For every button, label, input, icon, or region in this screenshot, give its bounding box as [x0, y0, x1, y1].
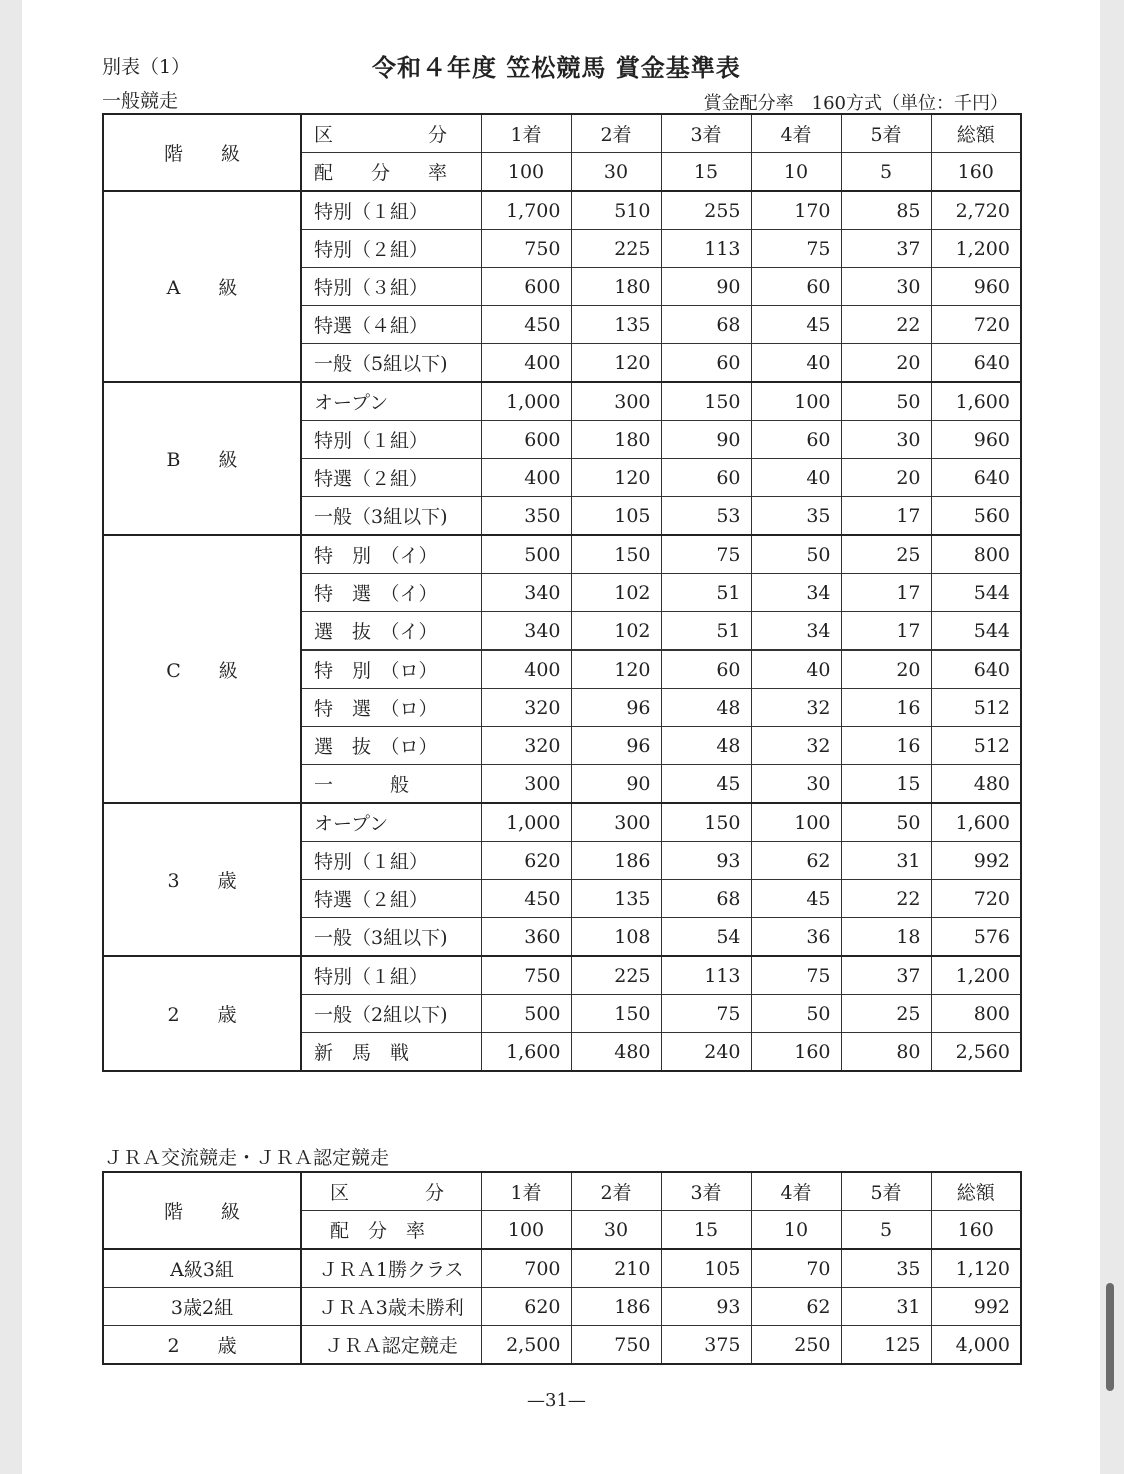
prize-total-cell: 1,200	[931, 230, 1021, 268]
prize-total-cell: 720	[931, 306, 1021, 344]
prize-cell: 180	[571, 268, 661, 306]
prize-total-cell: 1,600	[931, 382, 1021, 421]
prize-cell: 75	[751, 230, 841, 268]
section-title-jra: ＪＲＡ交流競走・ＪＲＡ認定競走	[104, 1147, 390, 1169]
prize-cell: 31	[841, 842, 931, 880]
table-row	[103, 191, 1021, 230]
prize-total-cell: 544	[931, 612, 1021, 651]
rate-cell: 10	[751, 1211, 841, 1250]
race-category: 一般（3組以下)	[301, 497, 481, 536]
table-header-row	[103, 114, 1021, 153]
header-total: 総額	[931, 114, 1021, 153]
race-category: 特 選 （ロ）	[301, 689, 481, 727]
prize-cell: 450	[481, 880, 571, 918]
prize-cell: 500	[481, 995, 571, 1033]
prize-cell: 50	[841, 803, 931, 842]
rate-cell: 5	[841, 153, 931, 192]
prize-cell: 68	[661, 880, 751, 918]
prize-cell: 60	[661, 344, 751, 383]
race-category: 特選（２組）	[301, 880, 481, 918]
prize-total-cell: 480	[931, 765, 1021, 804]
prize-cell: 500	[481, 535, 571, 574]
header-kubun: 区 分	[301, 1172, 481, 1211]
header-place-4: 4着	[751, 1172, 841, 1211]
prize-cell: 30	[841, 268, 931, 306]
race-category: 一般（2組以下)	[301, 995, 481, 1033]
prize-cell: 1,600	[481, 1033, 571, 1072]
group-label: 2 歳	[103, 956, 301, 1071]
prize-total-cell: 544	[931, 574, 1021, 612]
prize-cell: 48	[661, 727, 751, 765]
prize-cell: 600	[481, 421, 571, 459]
prize-cell: 150	[661, 803, 751, 842]
prize-table-jra	[102, 1171, 1022, 1365]
prize-cell: 60	[661, 650, 751, 689]
rate-cell: 10	[751, 153, 841, 192]
race-category: 選 抜 （ロ）	[301, 727, 481, 765]
prize-total-cell: 960	[931, 421, 1021, 459]
prize-cell: 125	[841, 1326, 931, 1365]
race-category: 特選（２組）	[301, 459, 481, 497]
table-row	[103, 382, 1021, 421]
prize-cell: 50	[751, 535, 841, 574]
prize-cell: 96	[571, 689, 661, 727]
prize-cell: 22	[841, 880, 931, 918]
header-kubun: 区 分	[301, 114, 481, 153]
table-row	[103, 803, 1021, 842]
prize-cell: 60	[751, 268, 841, 306]
prize-total-cell: 992	[931, 842, 1021, 880]
prize-cell: 36	[751, 918, 841, 957]
prize-cell: 102	[571, 574, 661, 612]
prize-cell: 85	[841, 191, 931, 230]
prize-cell: 225	[571, 230, 661, 268]
prize-cell: 53	[661, 497, 751, 536]
prize-cell: 300	[571, 382, 661, 421]
race-category: 特別（３組）	[301, 268, 481, 306]
prize-total-cell: 640	[931, 459, 1021, 497]
prize-cell: 50	[841, 382, 931, 421]
prize-cell: 25	[841, 995, 931, 1033]
section-title-general: 一般競走	[102, 90, 179, 112]
prize-cell: 20	[841, 650, 931, 689]
header-place-1: 1着	[481, 1172, 571, 1211]
prize-cell: 35	[751, 497, 841, 536]
prize-cell: 75	[751, 956, 841, 995]
header-place-5: 5着	[841, 1172, 931, 1211]
prize-cell: 30	[841, 421, 931, 459]
prize-cell: 18	[841, 918, 931, 957]
prize-cell: 700	[481, 1249, 571, 1288]
prize-total-cell: 512	[931, 727, 1021, 765]
prize-cell: 300	[571, 803, 661, 842]
prize-cell: 37	[841, 230, 931, 268]
prize-cell: 17	[841, 497, 931, 536]
prize-cell: 113	[661, 230, 751, 268]
table-row	[103, 956, 1021, 995]
race-category: 一般（3組以下)	[301, 918, 481, 957]
rate-note: 賞金配分率 160方式（単位：千円）	[703, 93, 1008, 114]
prize-total-cell: 576	[931, 918, 1021, 957]
header-haibun: 配 分 率	[301, 1211, 481, 1250]
prize-cell: 1,700	[481, 191, 571, 230]
prize-cell: 120	[571, 459, 661, 497]
prize-cell: 96	[571, 727, 661, 765]
rate-cell: 15	[661, 1211, 751, 1250]
rate-cell: 160	[931, 153, 1021, 192]
prize-total-cell: 640	[931, 650, 1021, 689]
prize-cell: 62	[751, 842, 841, 880]
prize-cell: 31	[841, 1288, 931, 1326]
prize-cell: 340	[481, 574, 571, 612]
prize-cell: 400	[481, 650, 571, 689]
prize-cell: 170	[751, 191, 841, 230]
prize-total-cell: 2,720	[931, 191, 1021, 230]
race-category: 特別（２組）	[301, 230, 481, 268]
table-row	[103, 1326, 1021, 1365]
prize-cell: 16	[841, 689, 931, 727]
prize-cell: 150	[571, 995, 661, 1033]
prize-total-cell: 560	[931, 497, 1021, 536]
prize-cell: 60	[751, 421, 841, 459]
prize-cell: 750	[481, 956, 571, 995]
group-label: A級3組	[103, 1249, 301, 1288]
rate-cell: 160	[931, 1211, 1021, 1250]
prize-cell: 750	[571, 1326, 661, 1365]
prize-cell: 93	[661, 842, 751, 880]
appendix-label: 別表（1）	[102, 56, 191, 78]
race-category: 特別（１組）	[301, 842, 481, 880]
prize-cell: 51	[661, 612, 751, 651]
header-place-5: 5着	[841, 114, 931, 153]
prize-total-cell: 1,120	[931, 1249, 1021, 1288]
prize-cell: 160	[751, 1033, 841, 1072]
prize-cell: 120	[571, 650, 661, 689]
prize-total-cell: 720	[931, 880, 1021, 918]
prize-table-general-body	[103, 114, 1021, 1071]
prize-cell: 60	[661, 459, 751, 497]
race-category: ＪＲＡ3歳未勝利	[301, 1288, 481, 1326]
prize-cell: 210	[571, 1249, 661, 1288]
prize-cell: 620	[481, 1288, 571, 1326]
prize-cell: 34	[751, 574, 841, 612]
prize-cell: 17	[841, 574, 931, 612]
prize-cell: 350	[481, 497, 571, 536]
header-place-4: 4着	[751, 114, 841, 153]
prize-cell: 360	[481, 918, 571, 957]
race-category: 特別（１組）	[301, 956, 481, 995]
prize-cell: 255	[661, 191, 751, 230]
prize-cell: 186	[571, 1288, 661, 1326]
prize-total-cell: 2,560	[931, 1033, 1021, 1072]
prize-cell: 90	[661, 268, 751, 306]
prize-cell: 240	[661, 1033, 751, 1072]
prize-cell: 108	[571, 918, 661, 957]
prize-cell: 105	[571, 497, 661, 536]
race-category: 選 抜 （イ）	[301, 612, 481, 651]
prize-cell: 135	[571, 880, 661, 918]
prize-cell: 22	[841, 306, 931, 344]
prize-cell: 48	[661, 689, 751, 727]
prize-cell: 40	[751, 344, 841, 383]
header-haibun: 配 分 率	[301, 153, 481, 192]
prize-cell: 37	[841, 956, 931, 995]
prize-cell: 16	[841, 727, 931, 765]
prize-cell: 62	[751, 1288, 841, 1326]
prize-cell: 35	[841, 1249, 931, 1288]
prize-cell: 450	[481, 306, 571, 344]
prize-cell: 620	[481, 842, 571, 880]
prize-cell: 375	[661, 1326, 751, 1365]
race-category: ＪＲＡ認定競走	[301, 1326, 481, 1365]
rate-cell: 100	[481, 1211, 571, 1250]
header-place-2: 2着	[571, 114, 661, 153]
prize-total-cell: 960	[931, 268, 1021, 306]
prize-table-jra-body	[103, 1172, 1021, 1364]
group-label: A 級	[103, 191, 301, 382]
prize-total-cell: 1,200	[931, 956, 1021, 995]
prize-cell: 250	[751, 1326, 841, 1365]
race-category: オープン	[301, 382, 481, 421]
prize-cell: 25	[841, 535, 931, 574]
prize-total-cell: 1,600	[931, 803, 1021, 842]
prize-cell: 54	[661, 918, 751, 957]
prize-cell: 480	[571, 1033, 661, 1072]
rate-cell: 5	[841, 1211, 931, 1250]
race-category: 特 別 （イ）	[301, 535, 481, 574]
group-label: 3 歳	[103, 803, 301, 956]
race-category: 一般（5組以下)	[301, 344, 481, 383]
group-label: B 級	[103, 382, 301, 535]
header-place-3: 3着	[661, 114, 751, 153]
prize-total-cell: 992	[931, 1288, 1021, 1326]
prize-cell: 30	[751, 765, 841, 804]
race-category: 特別（１組）	[301, 191, 481, 230]
prize-cell: 113	[661, 956, 751, 995]
prize-cell: 105	[661, 1249, 751, 1288]
prize-cell: 180	[571, 421, 661, 459]
prize-cell: 75	[661, 995, 751, 1033]
prize-cell: 510	[571, 191, 661, 230]
prize-cell: 120	[571, 344, 661, 383]
prize-cell: 2,500	[481, 1326, 571, 1365]
prize-cell: 400	[481, 459, 571, 497]
prize-cell: 150	[571, 535, 661, 574]
prize-cell: 15	[841, 765, 931, 804]
prize-cell: 20	[841, 459, 931, 497]
table-row	[103, 1249, 1021, 1288]
rate-cell: 30	[571, 1211, 661, 1250]
prize-cell: 100	[751, 382, 841, 421]
race-category: 新 馬 戦	[301, 1033, 481, 1072]
prize-cell: 17	[841, 612, 931, 651]
page-title: 令和４年度 笠松競馬 賞金基準表	[372, 54, 741, 82]
prize-cell: 75	[661, 535, 751, 574]
prize-cell: 1,000	[481, 803, 571, 842]
prize-cell: 135	[571, 306, 661, 344]
prize-cell: 20	[841, 344, 931, 383]
prize-cell: 34	[751, 612, 841, 651]
prize-total-cell: 640	[931, 344, 1021, 383]
prize-cell: 1,000	[481, 382, 571, 421]
prize-cell: 51	[661, 574, 751, 612]
prize-cell: 150	[661, 382, 751, 421]
prize-cell: 750	[481, 230, 571, 268]
prize-cell: 90	[661, 421, 751, 459]
race-category: オープン	[301, 803, 481, 842]
prize-cell: 600	[481, 268, 571, 306]
prize-cell: 225	[571, 956, 661, 995]
prize-cell: 93	[661, 1288, 751, 1326]
header-place-1: 1着	[481, 114, 571, 153]
header-kaikyu: 階 級	[103, 1172, 301, 1249]
prize-cell: 100	[751, 803, 841, 842]
prize-cell: 102	[571, 612, 661, 651]
group-label: 3歳2組	[103, 1288, 301, 1326]
prize-cell: 320	[481, 689, 571, 727]
prize-cell: 45	[661, 765, 751, 804]
prize-total-cell: 512	[931, 689, 1021, 727]
group-label: 2 歳	[103, 1326, 301, 1365]
prize-table-general	[102, 113, 1022, 1072]
prize-total-cell: 800	[931, 535, 1021, 574]
table-header-row	[103, 1172, 1021, 1211]
page-number: —31—	[527, 1390, 586, 1411]
header-place-3: 3着	[661, 1172, 751, 1211]
race-category: 特別（１組）	[301, 421, 481, 459]
prize-total-cell: 4,000	[931, 1326, 1021, 1365]
prize-cell: 40	[751, 459, 841, 497]
prize-cell: 186	[571, 842, 661, 880]
header-total: 総額	[931, 1172, 1021, 1211]
table-row	[103, 1288, 1021, 1326]
rate-cell: 100	[481, 153, 571, 192]
group-label: C 級	[103, 535, 301, 803]
prize-cell: 400	[481, 344, 571, 383]
prize-cell: 32	[751, 727, 841, 765]
header-place-2: 2着	[571, 1172, 661, 1211]
race-category: 特選（４組）	[301, 306, 481, 344]
table-row	[103, 535, 1021, 574]
prize-cell: 68	[661, 306, 751, 344]
header-kaikyu: 階 級	[103, 114, 301, 191]
prize-cell: 32	[751, 689, 841, 727]
race-category: 特 別 （ロ）	[301, 650, 481, 689]
rate-cell: 30	[571, 153, 661, 192]
prize-cell: 40	[751, 650, 841, 689]
race-category: ＪＲＡ1勝クラス	[301, 1249, 481, 1288]
prize-cell: 45	[751, 306, 841, 344]
prize-cell: 45	[751, 880, 841, 918]
race-category: 特 選 （イ）	[301, 574, 481, 612]
prize-total-cell: 800	[931, 995, 1021, 1033]
rate-cell: 15	[661, 153, 751, 192]
prize-cell: 50	[751, 995, 841, 1033]
prize-cell: 300	[481, 765, 571, 804]
prize-cell: 320	[481, 727, 571, 765]
scrollbar-thumb[interactable]	[1106, 1283, 1114, 1391]
prize-cell: 80	[841, 1033, 931, 1072]
prize-cell: 90	[571, 765, 661, 804]
prize-cell: 340	[481, 612, 571, 651]
race-category: 一 般	[301, 765, 481, 804]
prize-cell: 70	[751, 1249, 841, 1288]
